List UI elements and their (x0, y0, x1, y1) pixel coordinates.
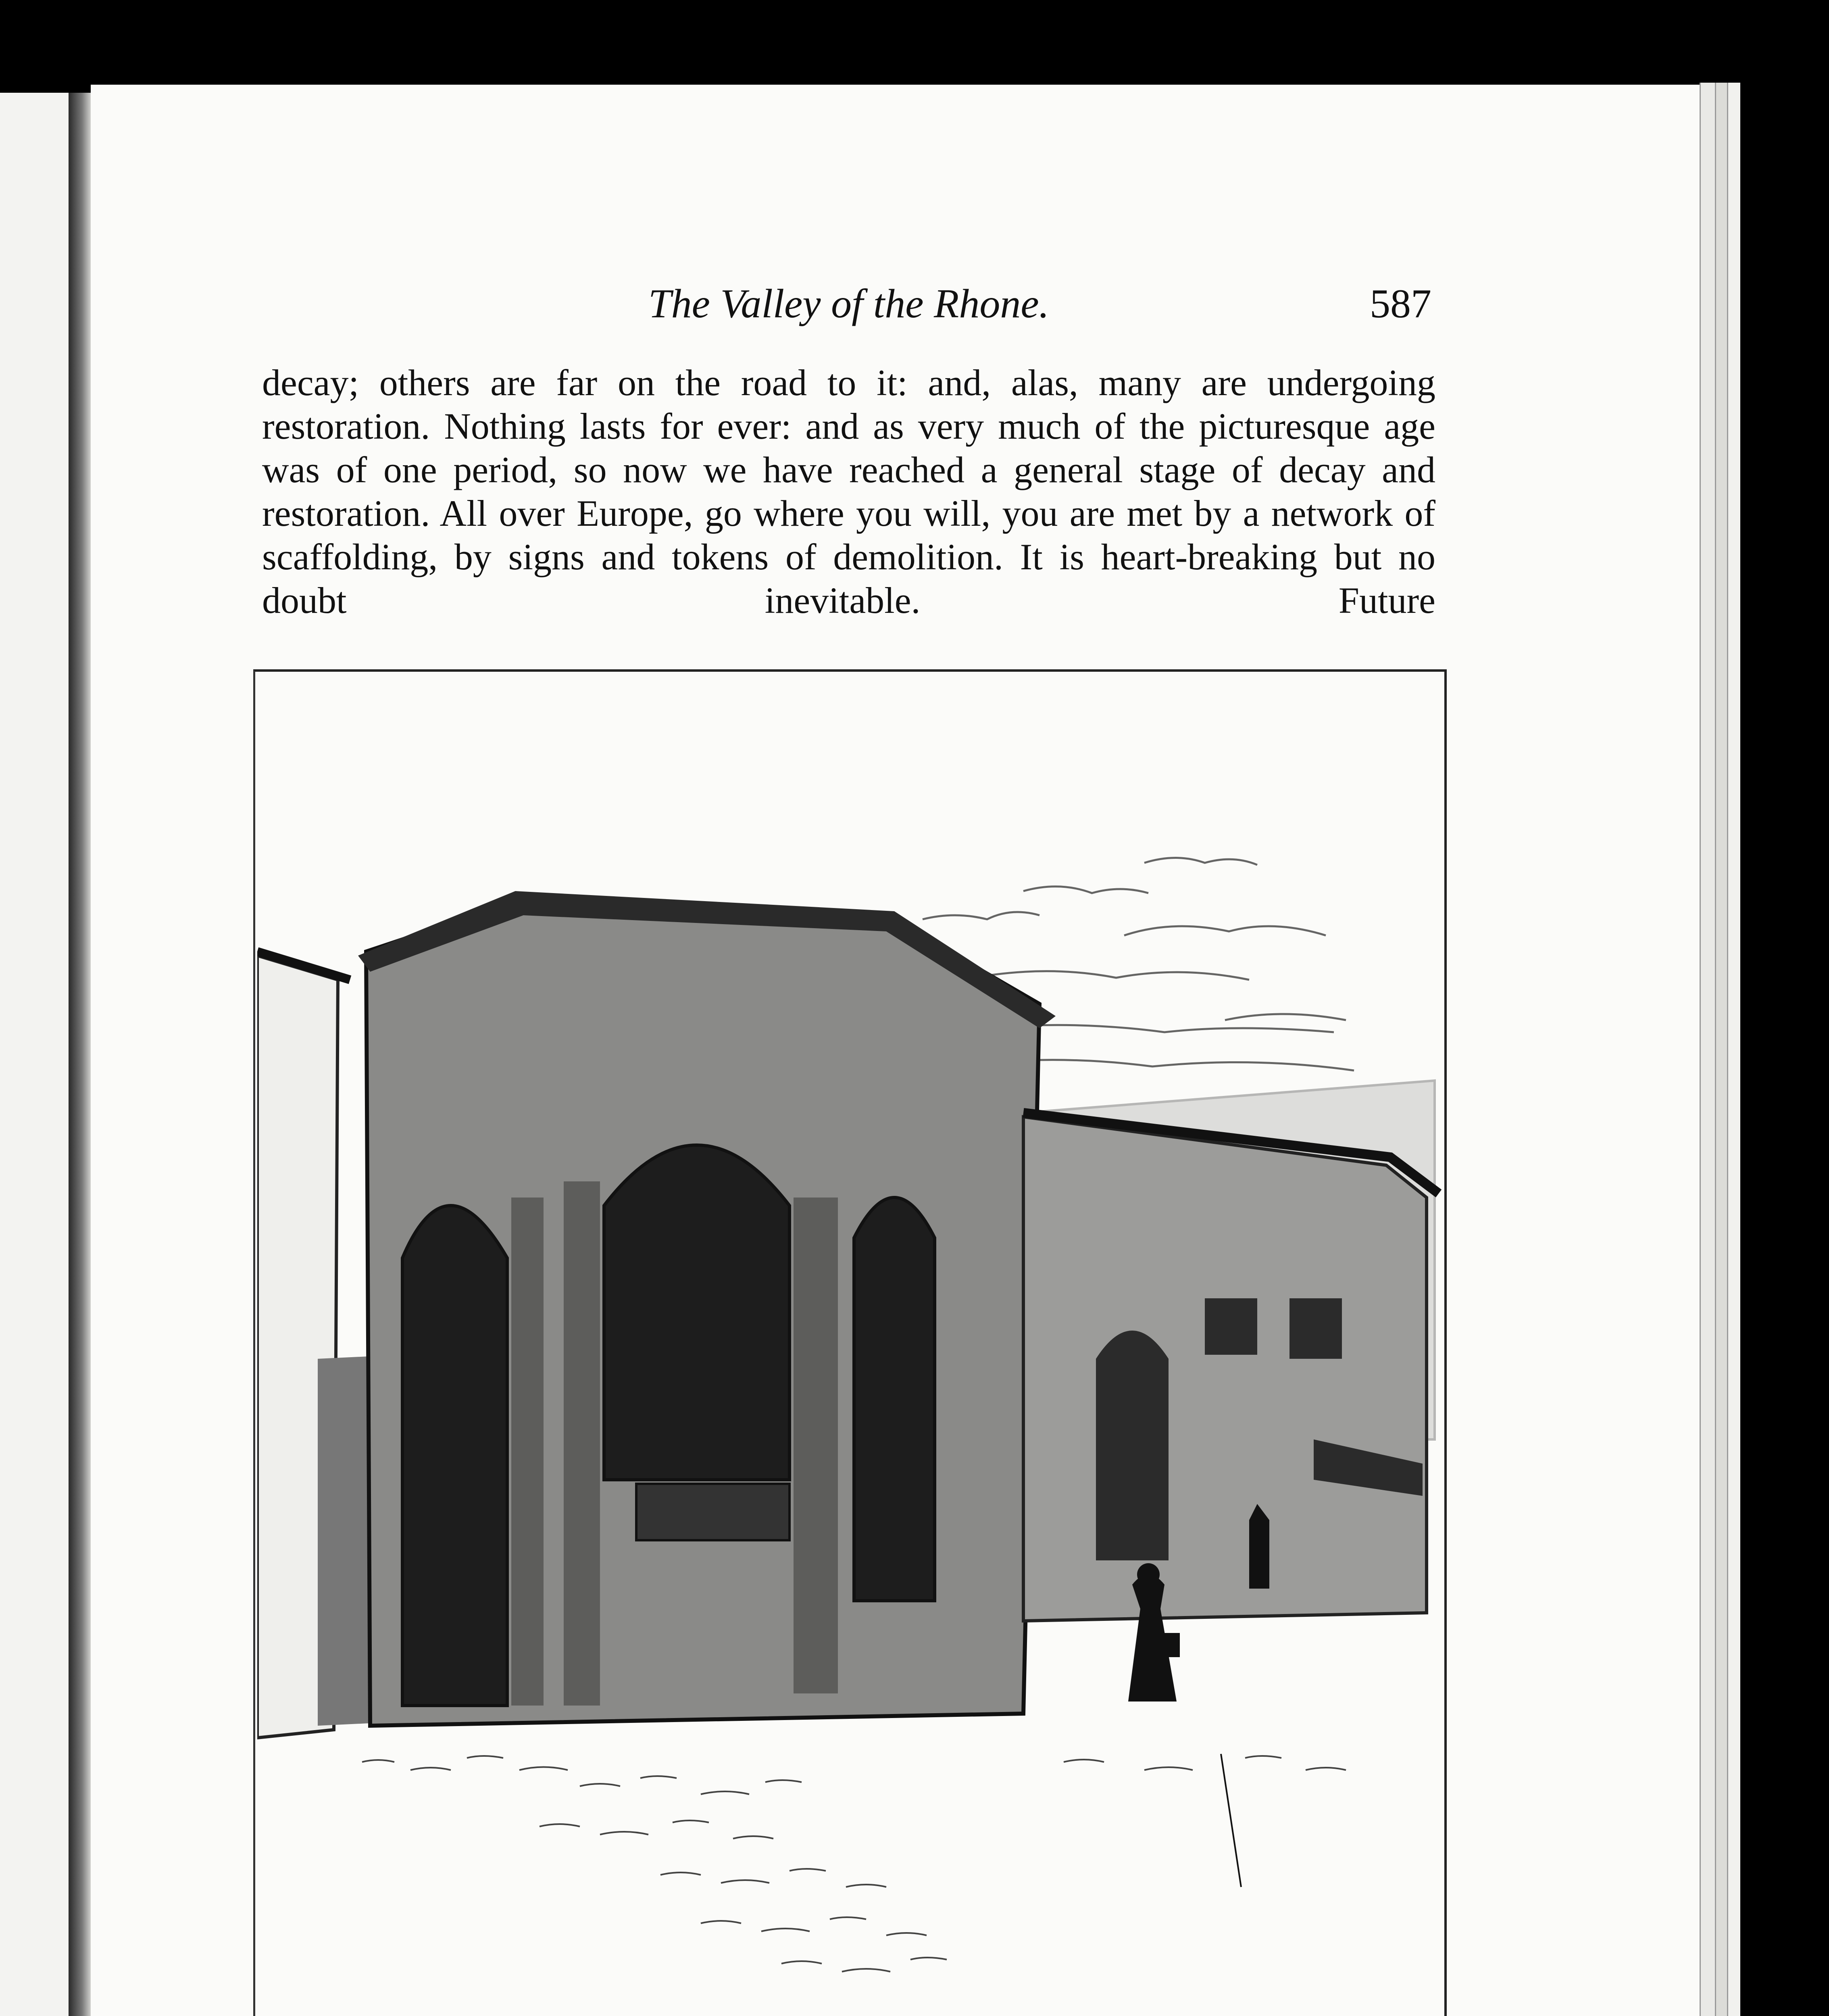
book-gutter (69, 93, 91, 2016)
running-title: The Valley of the Rhone. (648, 281, 1050, 327)
page-edge (1715, 83, 1728, 2016)
page-edge (1700, 83, 1716, 2016)
temple-of-diana-illustration (257, 673, 1443, 1996)
page-edge (1727, 83, 1740, 2016)
running-head (262, 272, 1435, 337)
facing-page-edge (0, 93, 74, 2016)
figure (253, 669, 1447, 2016)
paragraph-top: decay; others are far on the road to it: and, alas, many are undergoing restoration. Nothing lasts for ever: and as very much of the picturesque age was of one period, so now we have reached a general stage of decay and restoration. All over Europe, go where you will, you are met by a network of scaffolding, by signs and tokens of demolition. It is heart-breaking but no doubt inevitable. Future (262, 362, 1435, 621)
page-number: 587 (1370, 281, 1431, 327)
